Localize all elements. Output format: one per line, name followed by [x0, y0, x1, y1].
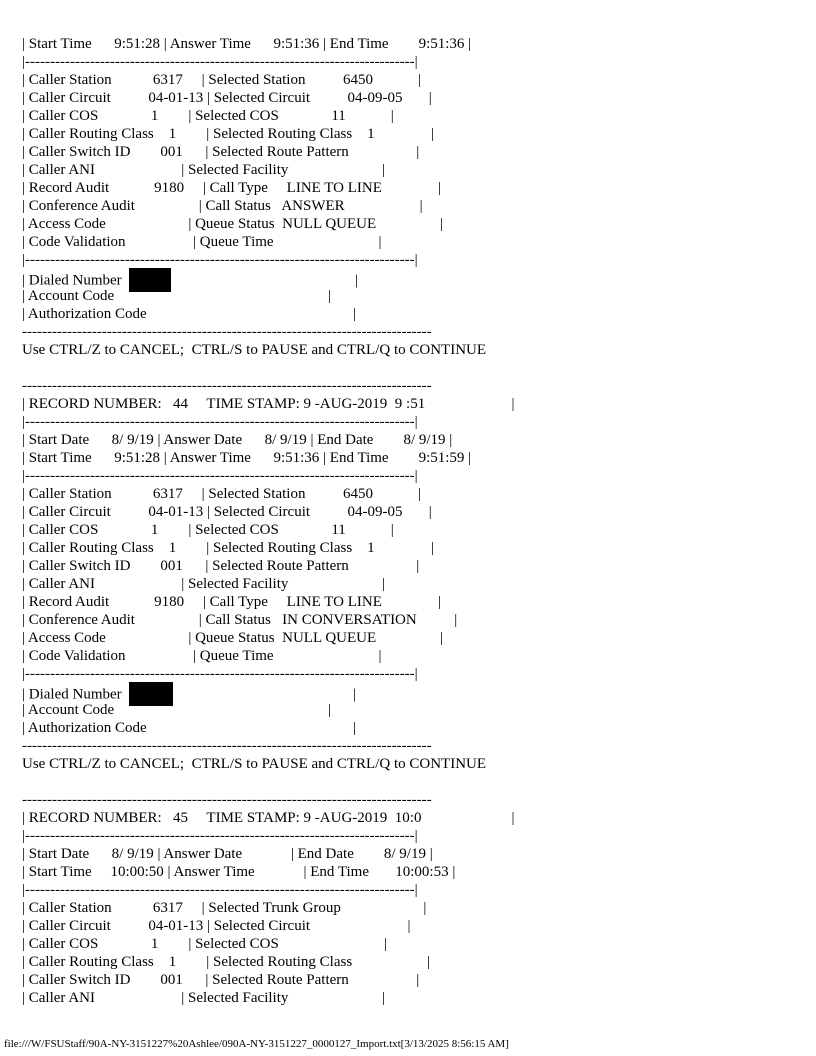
file-path-footer: file:///W/FSUStaff/90A-NY-3151227%20Ashlee/090A-NY-3151227_0000127_Import.txt[3/13/2025 8:56:15 AM] — [4, 1038, 509, 1050]
text-line: ---------------------------------------------------------------------------------- — [22, 378, 432, 394]
text-line: | Access Code | Queue Status NULL QUEUE | — [22, 630, 443, 646]
text-line: | Start Date 8/ 9/19 | Answer Date 8/ 9/19 | End Date 8/ 9/19 | — [22, 432, 453, 448]
text-line: | Access Code | Queue Status NULL QUEUE | — [22, 216, 443, 232]
text-line: ---------------------------------------------------------------------------------- — [22, 324, 432, 340]
text-line: | Caller COS 1 | Selected COS 11 | — [22, 522, 394, 538]
text-line: | Authorization Code | — [22, 306, 356, 322]
text-line: Use CTRL/Z to CANCEL; CTRL/S to PAUSE and CTRL/Q to CONTINUE — [22, 342, 487, 358]
text-line: | Account Code | — [22, 288, 331, 304]
text-line: | Caller Station 6317 | Selected Station 6450 | — [22, 72, 421, 88]
text-line: |------------------------------------------------------------------------------| — [22, 468, 418, 484]
text-line: ---------------------------------------------------------------------------------- — [22, 738, 432, 754]
text-line: | Caller ANI | Selected Facility | — [22, 990, 386, 1006]
dialed-number-line — [22, 269, 358, 287]
text-line: | Caller Station 6317 | Selected Station 6450 | — [22, 486, 421, 502]
text-line: |------------------------------------------------------------------------------| — [22, 828, 418, 844]
text-line: | Code Validation | Queue Time | — [22, 234, 382, 250]
text-line: Use CTRL/Z to CANCEL; CTRL/S to PAUSE and CTRL/Q to CONTINUE — [22, 756, 487, 772]
text-line: | Caller Switch ID 001 | Selected Route Pattern | — [22, 144, 420, 160]
text-line: |------------------------------------------------------------------------------| — [22, 666, 418, 682]
text-line: | Code Validation | Queue Time | — [22, 648, 382, 664]
dialed-number-line — [22, 683, 356, 701]
text-line: | Start Time 9:51:28 | Answer Time 9:51:36 | End Time 9:51:36 | — [22, 36, 472, 52]
text-line: | Caller Circuit 04-01-13 | Selected Circuit 04-09-05 | — [22, 504, 432, 520]
text-line: | Account Code | — [22, 702, 331, 718]
text-line: | RECORD NUMBER: 44 TIME STAMP: 9 -AUG-2019 9 :51 | — [22, 396, 515, 412]
text-line: | Caller Circuit 04-01-13 | Selected Circuit 04-09-05 | — [22, 90, 432, 106]
text-line: |------------------------------------------------------------------------------| — [22, 252, 418, 268]
dialed-number-label: | Dialed Number — [22, 272, 130, 289]
text-line: |------------------------------------------------------------------------------| — [22, 54, 418, 70]
text-line: | Caller Circuit 04-01-13 | Selected Circuit | — [22, 918, 411, 934]
text-line: | Caller COS 1 | Selected COS 11 | — [22, 108, 394, 124]
text-line: | Caller Switch ID 001 | Selected Route Pattern | — [22, 972, 420, 988]
text-line: | Record Audit 9180 | Call Type LINE TO LINE | — [22, 180, 442, 196]
text-line: |------------------------------------------------------------------------------| — [22, 414, 418, 430]
text-line: | Start Time 9:51:28 | Answer Time 9:51:36 | End Time 9:51:59 | — [22, 450, 472, 466]
line-end: | — [173, 686, 357, 703]
text-line: | Caller Routing Class 1 | Selected Routing Class | — [22, 954, 431, 970]
text-line: | Start Time 10:00:50 | Answer Time | End Time 10:00:53 | — [22, 864, 456, 880]
text-line: | Caller ANI | Selected Facility | — [22, 162, 386, 178]
text-line: | Caller ANI | Selected Facility | — [22, 576, 386, 592]
text-line: | Conference Audit | Call Status IN CONVERSATION | — [22, 612, 458, 628]
text-line: | Authorization Code | — [22, 720, 356, 736]
text-line: |------------------------------------------------------------------------------| — [22, 882, 418, 898]
text-line: | Caller Routing Class 1 | Selected Routing Class 1 | — [22, 126, 434, 142]
line-end: | — [171, 272, 358, 289]
text-line: | Caller Switch ID 001 | Selected Route Pattern | — [22, 558, 420, 574]
text-line: | Start Date 8/ 9/19 | Answer Date | End Date 8/ 9/19 | — [22, 846, 433, 862]
text-line: | Caller COS 1 | Selected COS | — [22, 936, 387, 952]
text-line: | Caller Station 6317 | Selected Trunk Group | — [22, 900, 427, 916]
text-line: | Conference Audit | Call Status ANSWER | — [22, 198, 423, 214]
text-line: | Caller Routing Class 1 | Selected Routing Class 1 | — [22, 540, 434, 556]
text-line: | Record Audit 9180 | Call Type LINE TO LINE | — [22, 594, 442, 610]
dialed-number-label: | Dialed Number — [22, 686, 130, 703]
text-line: | RECORD NUMBER: 45 TIME STAMP: 9 -AUG-2019 10:0 | — [22, 810, 515, 826]
text-line: ---------------------------------------------------------------------------------- — [22, 792, 432, 808]
